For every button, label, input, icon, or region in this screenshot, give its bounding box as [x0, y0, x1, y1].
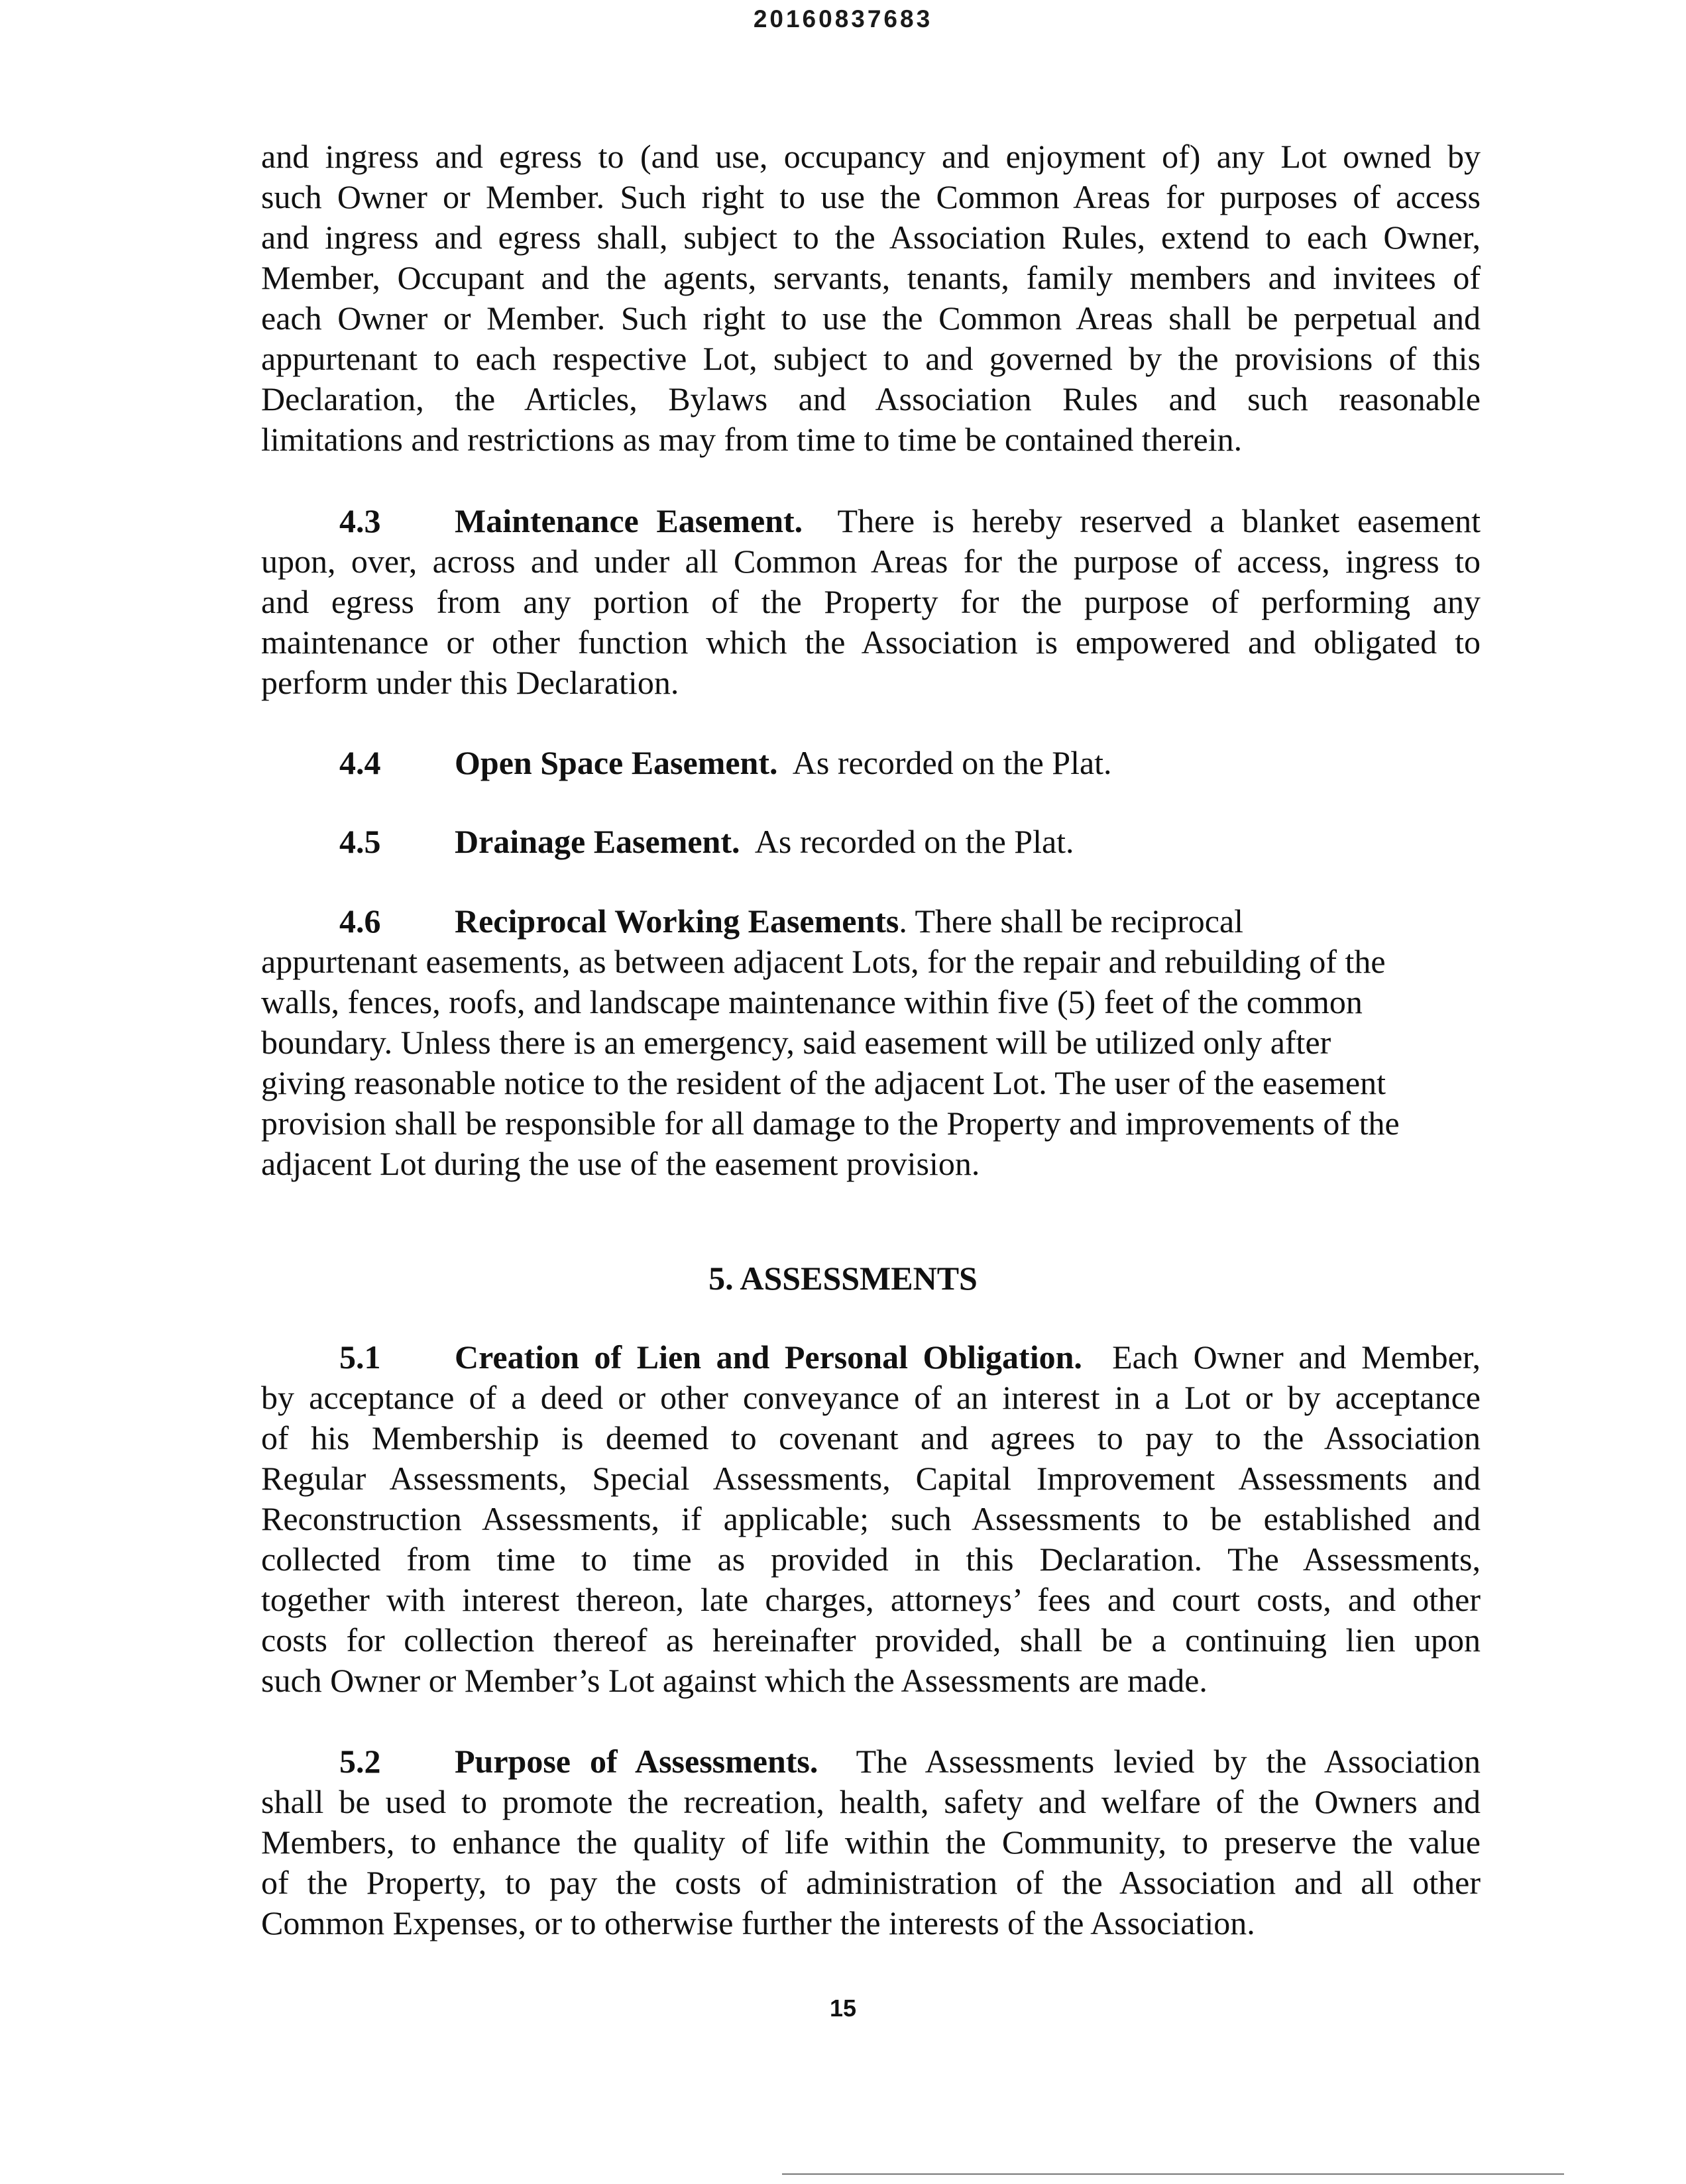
section-4-4	[261, 743, 1481, 783]
section-first-line	[261, 501, 1481, 541]
text-line: collected from time to time as provided in this Declaration. The Assessments,	[261, 1541, 1481, 1578]
text-line: and ingress and egress to (and use, occupancy and enjoyment of) any Lot owned by	[261, 138, 1481, 175]
text-line: appurtenant easements, as between adjacent Lots, for the repair and rebuilding of the	[261, 943, 1386, 980]
text-line: costs for collection thereof as hereinafter provided, shall be a continuing lien upon	[261, 1621, 1481, 1659]
section-title: Creation of Lien and Personal Obligation.	[455, 1338, 1082, 1376]
text-line: walls, fences, roofs, and landscape maintenance within five (5) feet of the common	[261, 983, 1363, 1020]
text-line: together with interest thereon, late charges, attorneys’ fees and court costs, and other	[261, 1581, 1481, 1618]
section-number: 4.5	[339, 823, 381, 860]
section-text: As recorded on the Plat.	[754, 823, 1074, 860]
section-first-line	[261, 1741, 1481, 1782]
section-first-line	[261, 744, 1112, 781]
text-line: Members, to enhance the quality of life within the Community, to preserve the value	[261, 1824, 1481, 1861]
section-number: 4.6	[339, 902, 381, 940]
text-line: by acceptance of a deed or other conveyance of an interest in a Lot or by acceptance	[261, 1379, 1481, 1416]
page-number: 15	[829, 1994, 857, 2022]
section-lead-text: Each Owner and Member,	[1112, 1338, 1481, 1376]
text-line: maintenance or other function which the Association is empowered and obligated to	[261, 624, 1481, 661]
text-line: Declaration, the Articles, Bylaws and Association Rules and such reasonable	[261, 380, 1481, 417]
paragraph-4-2-continued	[261, 136, 1481, 460]
text-line: Regular Assessments, Special Assessments, Capital Improvement Assessments and	[261, 1460, 1481, 1497]
text-line: Common Expenses, or to otherwise further the interests of the Association.	[261, 1904, 1255, 1941]
text-line: provision shall be responsible for all damage to the Property and improvements of the	[261, 1105, 1400, 1142]
section-heading-assessments: 5. ASSESSMENTS	[708, 1260, 978, 1297]
section-first-line	[261, 901, 1481, 942]
section-number: 5.2	[339, 1743, 381, 1780]
text-line: adjacent Lot during the use of the easement provision.	[261, 1145, 980, 1182]
text-line: Reconstruction Assessments, if applicable; such Assessments to be established and	[261, 1500, 1481, 1537]
section-title: Drainage Easement.	[455, 823, 740, 860]
text-line: such Owner or Member. Such right to use the Common Areas for purposes of access	[261, 178, 1481, 215]
text-line: such Owner or Member’s Lot against which the Assessments are made.	[261, 1662, 1208, 1699]
text-line: appurtenant to each respective Lot, subject to and governed by the provisions of this	[261, 340, 1481, 377]
section-title: Reciprocal Working Easements	[455, 902, 899, 940]
text-line: each Owner or Member. Such right to use the Common Areas shall be perpetual and	[261, 300, 1481, 337]
section-5-2	[261, 1741, 1481, 1943]
section-first-line	[261, 823, 1074, 860]
section-4-5	[261, 822, 1481, 862]
section-number: 5.1	[339, 1338, 381, 1376]
text-line: boundary. Unless there is an emergency, said easement will be utilized only after	[261, 1024, 1331, 1061]
section-title: Open Space Easement.	[455, 744, 778, 781]
text-line: shall be used to promote the recreation, health, safety and welfare of the Owners and	[261, 1783, 1481, 1820]
section-lead-text: There is hereby reserved a blanket easement	[837, 502, 1481, 539]
text-line: of the Property, to pay the costs of administration of the Association and all other	[261, 1864, 1481, 1901]
section-number: 4.3	[339, 502, 381, 539]
text-line: Member, Occupant and the agents, servants, tenants, family members and invitees of	[261, 259, 1481, 296]
text-line: giving reasonable notice to the resident of the adjacent Lot. The user of the easement	[261, 1064, 1386, 1101]
section-lead-text: The Assessments levied by the Association	[856, 1743, 1481, 1780]
text-line: of his Membership is deemed to covenant and agrees to pay to the Association	[261, 1419, 1481, 1456]
bottom-scan-rule	[782, 2173, 1564, 2175]
section-text: As recorded on the Plat.	[792, 744, 1112, 781]
text-line: upon, over, across and under all Common Areas for the purpose of access, ingress to	[261, 543, 1481, 580]
text-line: limitations and restrictions as may from time to time be contained therein.	[261, 421, 1243, 458]
section-lead-text: . There shall be reciprocal	[899, 902, 1244, 940]
text-line: and egress from any portion of the Property for the purpose of performing any	[261, 583, 1481, 620]
section-4-3	[261, 501, 1481, 703]
section-4-6	[261, 901, 1481, 1184]
section-title: Purpose of Assessments.	[455, 1743, 818, 1780]
text-line: perform under this Declaration.	[261, 664, 679, 701]
section-5-1	[261, 1337, 1481, 1701]
section-first-line	[261, 1337, 1481, 1378]
section-title: Maintenance Easement.	[455, 502, 803, 539]
text-line: and ingress and egress shall, subject to the Association Rules, extend to each Owner,	[261, 219, 1481, 256]
section-number: 4.4	[339, 744, 381, 781]
document-number: 20160837683	[753, 5, 933, 32]
